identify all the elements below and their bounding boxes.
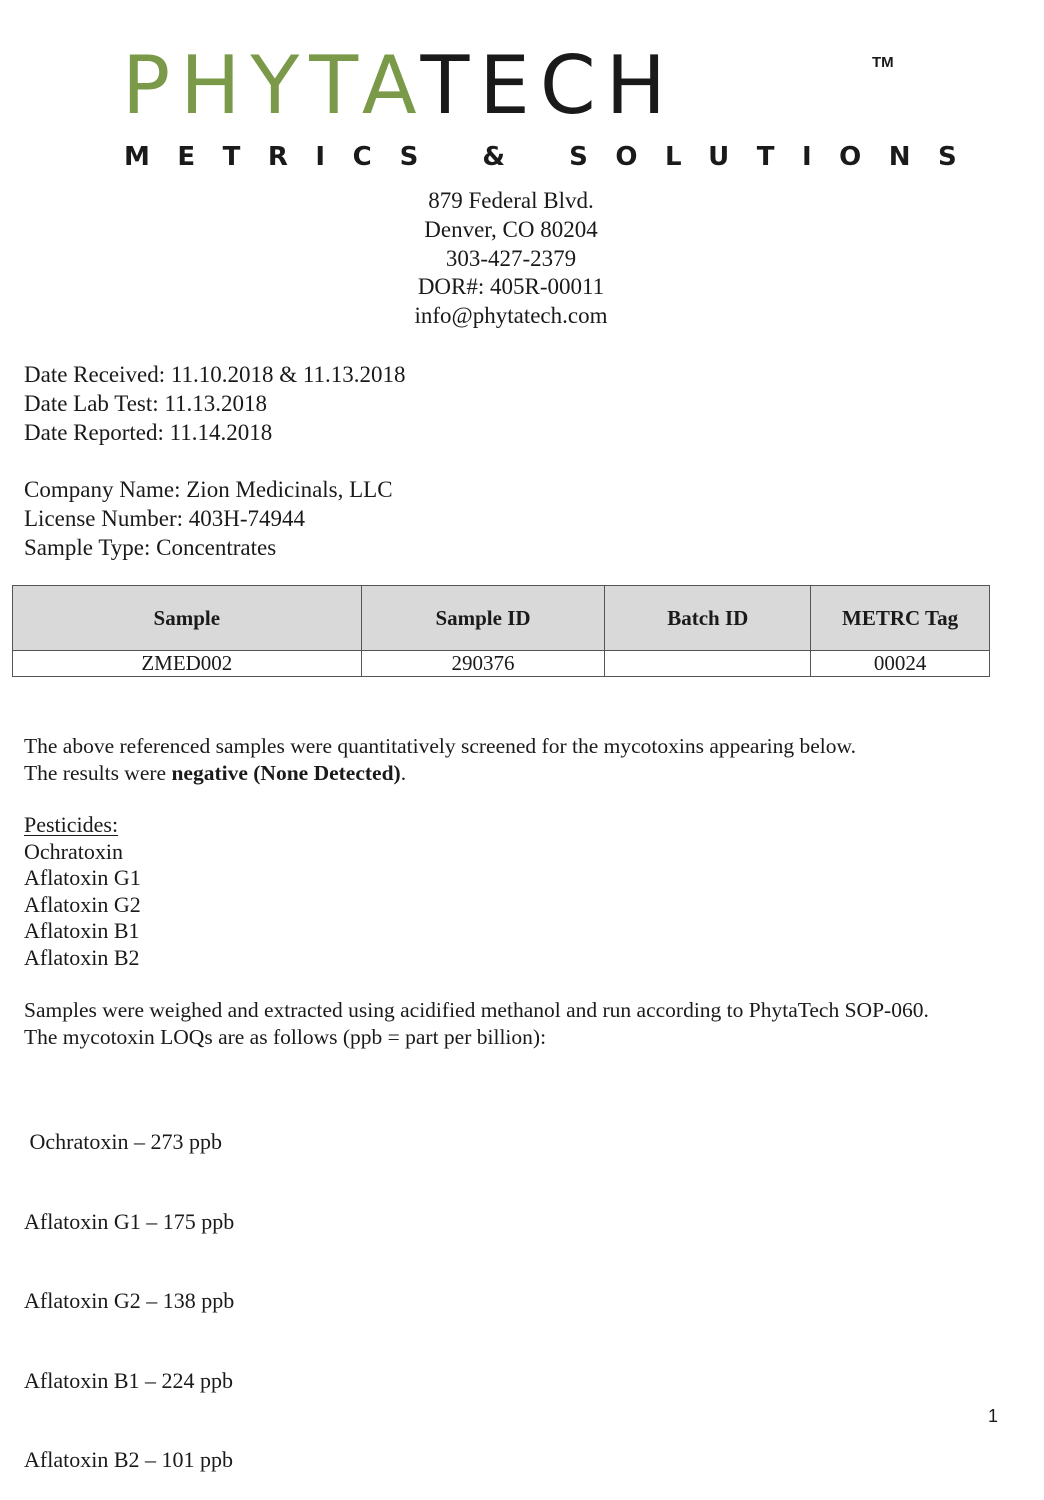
address-email[interactable]: info@phytatech.com (414, 303, 608, 329)
lab-address (0, 187, 1022, 331)
list-item: Aflatoxin G2 – 138 ppb (24, 1288, 235, 1313)
list-item: Ochratoxin – 273 ppb (24, 1129, 222, 1154)
address-city: Denver, CO 80204 (424, 216, 598, 242)
header-batch-id: Batch ID (605, 586, 811, 651)
list-item: Aflatoxin G1 (24, 865, 141, 890)
list-item: Ochratoxin (24, 838, 123, 864)
trademark-symbol: TM (872, 54, 894, 71)
report-dates (24, 360, 406, 447)
method-line-1: Samples were weighed and extracted using acidified methanol and run according to PhytaTech SOP-060. (24, 998, 929, 1022)
company-logo (0, 0, 1044, 190)
loq-list (24, 1076, 234, 1500)
license-number: License Number: 403H-74944 (24, 506, 306, 531)
results-statement (24, 733, 856, 787)
address-dor: DOR#: 405R-00011 (417, 274, 605, 300)
results-suffix: . (400, 761, 407, 785)
logo-tagline: METRICS & SOLUTIONS (124, 142, 985, 172)
method-statement (24, 997, 929, 1051)
address-street: 879 Federal Blvd. (428, 188, 594, 213)
cell-batch-id (605, 651, 811, 677)
header-metrc-tag: METRC Tag (811, 586, 990, 651)
cell-sample-id: 290376 (361, 651, 605, 677)
list-item: Aflatoxin B1 – 224 ppb (24, 1367, 233, 1393)
header-sample: Sample (13, 586, 362, 651)
list-item: Aflatoxin B1 (24, 918, 140, 943)
results-prefix: The results were (24, 761, 172, 785)
results-negative: negative (None Detected) (171, 761, 401, 785)
date-lab-test: Date Lab Test: 11.13.2018 (24, 391, 268, 416)
company-name-label: Company Name: (24, 477, 187, 502)
header-sample-id: Sample ID (361, 586, 605, 651)
logo-wordmark (122, 38, 902, 134)
results-line-2 (24, 760, 856, 787)
logo-brand-green: PHYTA (122, 39, 421, 132)
method-line-2: The mycotoxin LOQs are as follows (ppb = part per billion): (24, 1025, 547, 1049)
table-header-row (13, 586, 990, 651)
pesticides-heading: Pesticides: (24, 812, 119, 837)
results-line-1: The above referenced samples were quantitatively screened for the mycotoxins appearing below. (24, 734, 856, 758)
date-received: Date Received: 11.10.2018 & 11.13.2018 (24, 362, 406, 387)
client-info (24, 475, 393, 562)
list-item: Aflatoxin G2 (24, 891, 141, 917)
company-name-line (24, 475, 393, 504)
logo-brand-black: TECH (420, 39, 676, 132)
list-item: Aflatoxin B2 – 101 ppb (24, 1447, 233, 1472)
company-name-value: Zion Medicinals, LLC (186, 477, 393, 502)
pesticides-list (24, 812, 141, 971)
address-phone: 303-427-2379 (445, 245, 577, 271)
page-number: 1 (987, 1406, 998, 1426)
cell-sample: ZMED002 (13, 651, 362, 677)
table-row (13, 651, 990, 677)
sample-table (12, 585, 990, 677)
date-reported: Date Reported: 11.14.2018 (24, 420, 273, 445)
cell-metrc-tag: 00024 (811, 651, 990, 677)
sample-type: Sample Type: Concentrates (24, 535, 277, 560)
list-item: Aflatoxin G1 – 175 ppb (24, 1208, 235, 1234)
list-item: Aflatoxin B2 (24, 944, 140, 970)
